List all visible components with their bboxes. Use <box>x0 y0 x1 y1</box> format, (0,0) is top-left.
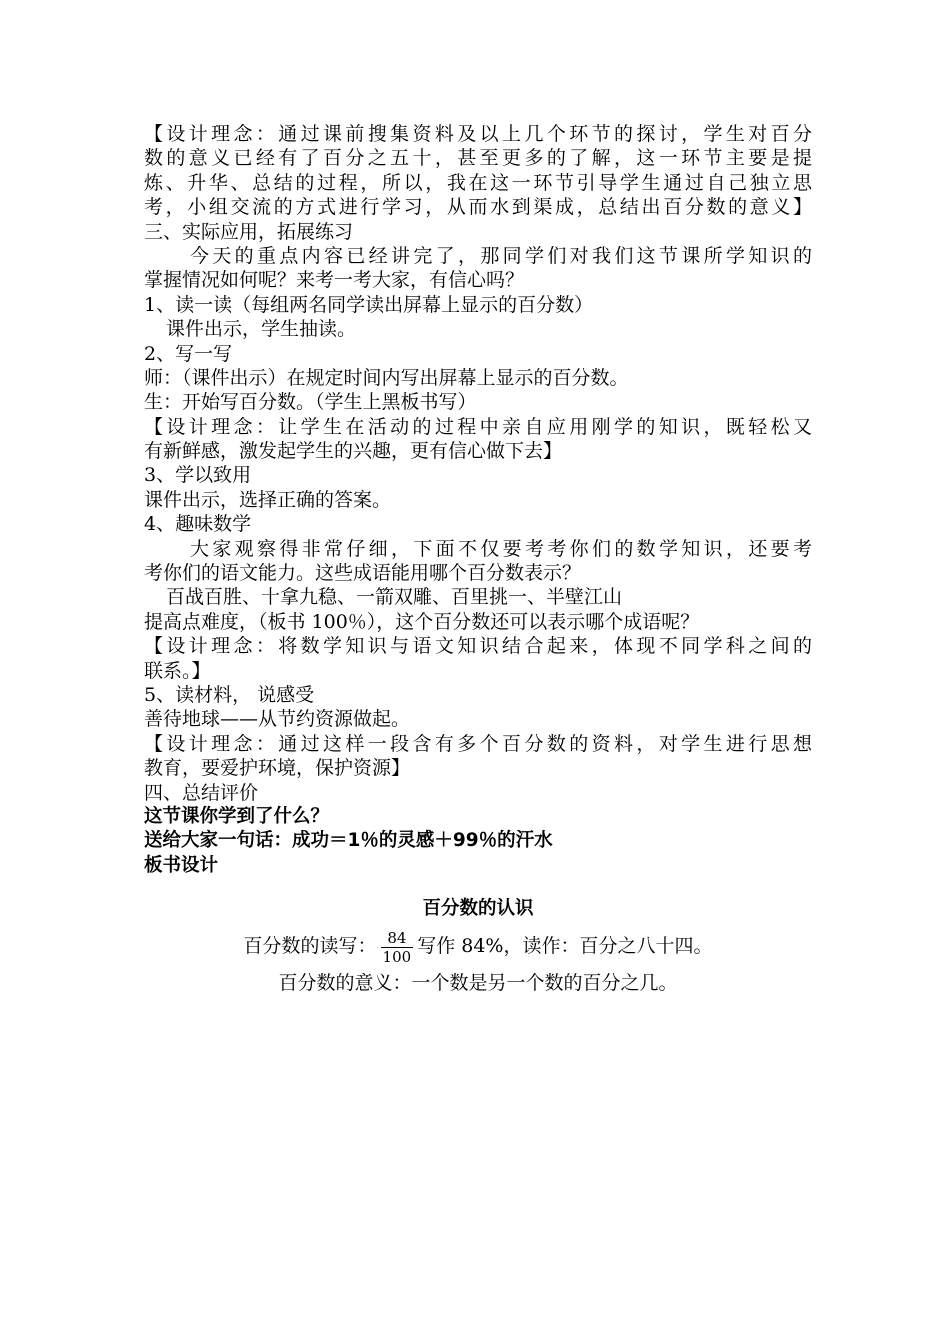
text-line: 联系。】 <box>144 659 211 682</box>
fraction-numerator: 84 <box>381 929 414 948</box>
text-line: 师：（课件出示）在规定时间内写出屏幕上显示的百分数。 <box>144 366 629 389</box>
text-line: 【设计理念：让学生在活动的过程中亲自应用刚学的知识，既轻松又 <box>144 415 812 438</box>
text-line: 【设计理念：通过课前搜集资料及以上几个环节的探讨，学生对百分 <box>144 123 812 145</box>
text-line: 百战百胜、十拿九稳、一箭双雕、百里挑一、半壁江山 <box>166 586 623 609</box>
text-line: 考你们的语文能力。这些成语能用哪个百分数表示？ <box>144 562 582 585</box>
bold-line: 送给大家一句话：成功＝1％的灵感＋99％的汗水 <box>144 830 553 852</box>
text-line: 2、写一写 <box>144 342 233 365</box>
text-line: 课件出示，学生抽读。 <box>166 318 357 341</box>
text-line: 考，小组交流的方式进行学习，从而水到渠成，总结出百分数的意义】 <box>144 196 812 219</box>
text-line: 掌握情况如何呢？来考一考大家，有信心吗？ <box>144 269 525 292</box>
board-row-prefix: 百分数的读写： <box>243 935 377 957</box>
text-line: 生：开始写百分数。（学生上黑板书写） <box>144 391 477 414</box>
text-line: 提高点难度，（板书 100％），这个百分数还可以表示哪个成语呢？ <box>144 610 700 633</box>
text-line: 5、读材料， 说感受 <box>144 683 315 706</box>
bold-line: 这节课你学到了什么？ <box>144 805 330 827</box>
bold-line: 板书设计 <box>144 854 219 876</box>
fraction-denominator: 100 <box>382 947 412 966</box>
text-line: 有新鲜感，激发起学生的兴趣，更有信心做下去】 <box>144 440 563 463</box>
text-line: 大家观察得非常仔细，下面不仅要考考你们的数学知识，还要考 <box>190 537 812 560</box>
section-heading: 四、总结评价 <box>144 781 259 804</box>
text-line: 3、学以致用 <box>144 464 252 487</box>
text-line: 今天的重点内容已经讲完了，那同学们对我们这节课所学知识的 <box>190 244 812 267</box>
board-title: 百分数的认识 <box>422 898 534 919</box>
board-row-read-write <box>144 924 812 968</box>
text-line: 炼、升华、总结的过程，所以，我在这一环节引导学生通过自己独立思 <box>144 171 812 194</box>
text-line: 1、读一读（每组两名同学读出屏幕上显示的百分数） <box>144 293 594 316</box>
section-heading: 三、实际应用，拓展练习 <box>144 220 354 243</box>
text-line: 数的意义已经有了百分之五十，甚至更多的了解，这一环节主要是提 <box>144 147 812 170</box>
text-line: 4、趣味数学 <box>144 513 252 536</box>
text-line: 教育，要爱护环境，保护资源】 <box>144 757 411 780</box>
board-row-suffix: 写作 84%，读作：百分之八十四。 <box>417 935 713 957</box>
text-line: 课件出示，选择正确的答案。 <box>144 488 392 511</box>
board-row-meaning: 百分数的意义：一个数是另一个数的百分之几。 <box>278 972 678 994</box>
text-line: 【设计理念：将数学知识与语文知识结合起来，体现不同学科之间的 <box>144 635 812 658</box>
blackboard-design <box>144 894 812 998</box>
text-line: 【设计理念：通过这样一段含有多个百分数的资料，对学生进行思想 <box>144 732 812 755</box>
fraction <box>381 929 414 966</box>
text-line: 善待地球——从节约资源做起。 <box>144 708 411 731</box>
document-body <box>144 122 812 878</box>
